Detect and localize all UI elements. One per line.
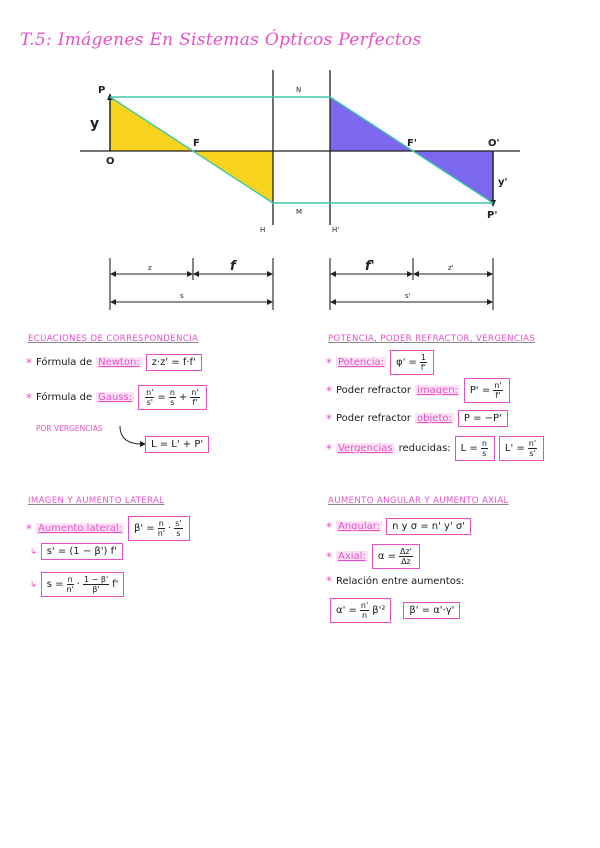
dim-z: z xyxy=(148,264,152,272)
label-H-prime: H' xyxy=(332,226,340,234)
imagen-row: * Poder refractor imagen: P' = $\frac{n'}{f'}$ xyxy=(326,378,510,403)
label-O-prime: O' xyxy=(488,138,500,149)
gauss-formula: $\frac{n'}{s'}$ = $\frac{n}{s}$ + $\frac{n'}{f'}$ xyxy=(138,385,206,410)
L-prime-formula: L' = $\frac{n'}{s'}$ xyxy=(499,436,544,461)
angular-formula: n y σ = n' y' σ' xyxy=(386,518,471,535)
gauss-row: * Fórmula de Gauss: $\frac{n'}{s'}$ = $\frac{n}{s}$ + $\frac{n'}{f'}$ xyxy=(26,385,207,410)
optical-diagram xyxy=(0,0,600,330)
potencia-formula: φ' = $\frac{1}{f'}$ xyxy=(390,350,434,375)
dim-s-prime: s' xyxy=(405,292,411,300)
bullet-icon: * xyxy=(26,390,32,405)
s-prime-row xyxy=(30,543,123,560)
bullet-icon: * xyxy=(326,355,332,370)
objeto-row: * Poder refractor objeto: P = −P' xyxy=(326,410,508,427)
dim-s: s xyxy=(180,292,184,300)
dim-z-prime: z' xyxy=(448,264,454,272)
bullet-icon: * xyxy=(326,574,332,588)
alpha-beta-formula: α' = $\frac{n'}{n}$ β'² xyxy=(330,598,391,623)
vergencias-note: POR VERGENCIAS xyxy=(36,424,103,433)
L-formula: L = $\frac{n}{s}$ xyxy=(455,436,495,461)
dim-f: f xyxy=(230,259,236,274)
vergencias-formula: L = L' + P' xyxy=(145,436,209,453)
axial-row: * Axial: α = $\frac{\Delta z'}{\Delta z}$ xyxy=(326,544,420,569)
heading-potencia: POTENCIA, PODER REFRACTOR, VERGENCIAS xyxy=(328,334,536,344)
bullet-icon: * xyxy=(326,519,332,534)
bullet-icon: * xyxy=(326,549,332,564)
dim-f-prime: f' xyxy=(365,259,375,274)
bullet-icon: * xyxy=(326,383,332,398)
bullet-icon: * xyxy=(326,441,332,456)
label-F: F xyxy=(193,138,200,149)
heading-angular: AUMENTO ANGULAR Y AUMENTO AXIAL xyxy=(328,496,509,506)
label-M: M xyxy=(296,208,303,216)
aumento-lateral-row: * Aumento lateral: β' = $\frac{n}{n'}$ · $\frac{s'}{s}$ xyxy=(26,516,190,541)
beta-formula: β' = $\frac{n}{n'}$ · $\frac{s'}{s}$ xyxy=(128,516,190,541)
label-O: O xyxy=(106,156,115,167)
s-prime-formula: s' = (1 − β') f' xyxy=(41,543,123,560)
page-title: T.5: Imágenes En Sistemas Ópticos Perfectos xyxy=(20,30,422,50)
bullet-icon: * xyxy=(26,521,32,536)
vergencias-row xyxy=(145,436,209,453)
label-y-prime: y' xyxy=(498,177,508,188)
objeto-formula: P = −P' xyxy=(458,410,508,427)
potencia-row: * Potencia: φ' = $\frac{1}{f'}$ xyxy=(326,350,434,375)
newton-formula: z·z' = f·f' xyxy=(146,354,202,371)
label-N: N xyxy=(296,86,302,94)
heading-ecuaciones: ECUACIONES DE CORRESPONDENCIA xyxy=(28,334,199,344)
arrow-icon: ↳ xyxy=(30,580,37,589)
label-P-prime: P' xyxy=(487,210,498,221)
angular-row: * Angular: n y σ = n' y' σ' xyxy=(326,518,471,535)
relacion-formulas-row xyxy=(330,598,460,623)
s-formula: s = $\frac{n}{n'}$ · $\frac{1 - \beta'}{\beta'}$ f' xyxy=(41,572,125,597)
s-row xyxy=(30,572,124,597)
relacion-row: * Relación entre aumentos: xyxy=(326,574,465,588)
arrow-icon: ↳ xyxy=(30,547,37,556)
imagen-formula: P' = $\frac{n'}{f'}$ xyxy=(464,378,510,403)
newton-row: * Fórmula de Newton: z·z' = f·f' xyxy=(26,354,202,371)
vergencias-reducidas-row: * Vergencias reducidas: L = $\frac{n}{s}$ L' = $\frac{n'}{s'}$ xyxy=(326,436,544,461)
label-P: P xyxy=(98,85,106,96)
label-H: H xyxy=(260,226,266,234)
axial-formula: α = $\frac{\Delta z'}{\Delta z}$ xyxy=(372,544,420,569)
bullet-icon: * xyxy=(326,411,332,426)
curved-arrow-icon xyxy=(118,424,148,452)
bullet-icon: * xyxy=(26,355,32,370)
label-y: y xyxy=(90,116,100,132)
label-F-prime: F' xyxy=(407,138,417,149)
heading-lateral: IMAGEN Y AUMENTO LATERAL xyxy=(28,496,165,506)
beta-alpha-gamma-formula: β' = α'·γ' xyxy=(403,602,460,619)
